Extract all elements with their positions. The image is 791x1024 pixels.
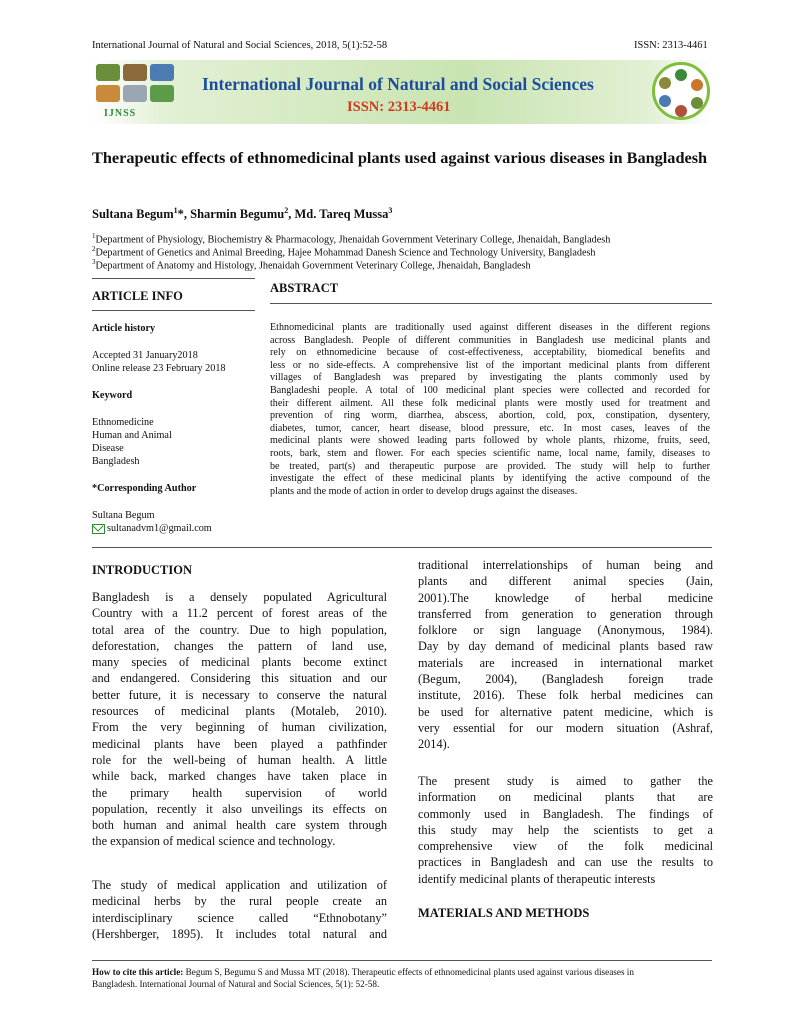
author-list — [92, 206, 392, 222]
author-sup: 3 — [388, 206, 393, 215]
keyword-item: Ethnomedicine — [92, 417, 154, 428]
affiliation-text: Department of Anatomy and Histology, Jhenaidah Government Veterinary College, Jhenaidah, Bangladesh — [95, 260, 531, 272]
running-header-citation: International Journal of Natural and Social Sciences, 2018, 5(1):52-58 — [92, 40, 388, 51]
text-line: investigate the effect of these medicinal plants by identifying the active compound of the — [270, 473, 710, 485]
text-line: deforestation, changes the pattern of land use, — [92, 638, 387, 653]
text-line: villages of Bangladesh was prepared by investigating the plants commonly used by — [270, 372, 710, 384]
citation-text-cont: Bangladesh. International Journal of Natural and Social Sciences, 5(1): 52-58. — [92, 979, 380, 989]
author-sup: 2 — [284, 206, 289, 215]
text-line: and endangered. Considering this situation and our — [92, 671, 387, 686]
keyword-label: Keyword — [92, 390, 133, 401]
intro-paragraph-1 — [92, 589, 387, 850]
affiliation-text: Department of Genetics and Animal Breeding, Hajee Mohammad Danesh Science and Technology University, Bangladesh — [95, 247, 596, 259]
online-date: Online release 23 February 2018 — [92, 363, 226, 374]
abstract-heading: ABSTRACT — [270, 281, 339, 295]
keyword-item: Bangladesh — [92, 456, 140, 467]
email-text[interactable]: sultanadvm1@gmail.com — [107, 523, 212, 534]
corresponding-label: *Corresponding Author — [92, 483, 197, 494]
text-line: across Bangladesh. People of different communities in Bangladesh use medicinal plants and — [270, 334, 710, 346]
logo-ijnss-text: IJNSS — [104, 108, 137, 119]
text-line: less or no side-effects. A comprehensive list of the important medicinal plants from different — [270, 359, 710, 371]
banner-issn: ISSN: 2313-4461 — [347, 99, 451, 115]
text-line: diabetes, tumor, cancer, heart disease, blood pressure, etc. In most cases, leaves of the — [270, 422, 710, 434]
affiliation-text: Department of Physiology, Biochemistry & Pharmacology, Jhenaidah Government Veterinary College, Jhenaidah, Bangladesh — [95, 234, 611, 246]
text-line: From the very beginning of human civilization, — [92, 720, 387, 735]
text-line: many species of medicinal plants become extinct — [92, 655, 387, 670]
text-line: institute, 2016). These folk herbal medicines can — [418, 688, 713, 703]
paper-title: Therapeutic effects of ethnomedicinal plants used against various diseases in Bangladesh — [92, 148, 708, 167]
affiliation-2 — [92, 245, 596, 258]
affiliation-sup: 2 — [92, 245, 96, 253]
text-line: Day by day demand of medicinal plants based raw — [418, 639, 713, 654]
divider — [92, 310, 255, 311]
text-line: (Begum, 2004), (Bangladesh foreign trade — [418, 672, 713, 687]
text-line: be treated, part(s) and therapeutic purpose are provided. The study will help to further — [270, 460, 710, 472]
running-header-issn: ISSN: 2313-4461 — [634, 40, 708, 51]
text-line: Bangladeshi people. A total of 100 medicinal plant species were collected and recorded for — [270, 384, 710, 396]
citation-text: Begum S, Begumu S and Mussa MT (2018). Therapeutic effects of ethnomedicinal plants used against various diseases in — [185, 967, 634, 977]
author-sup: 1 — [173, 206, 178, 215]
text-line: both human and animal health care system through — [92, 818, 387, 833]
affiliation-sup: 3 — [92, 258, 96, 266]
intro-paragraph-3 — [418, 557, 713, 753]
affiliation-sup: 1 — [92, 232, 96, 240]
text-line: resources of medicinal plants (Motaleb, 2010). — [92, 704, 387, 719]
affiliation-3 — [92, 258, 531, 271]
text-line: medicinal plants have been played a pathfinder — [92, 736, 387, 751]
author-suffix: , — [288, 207, 292, 222]
text-line: rely on ethnomedicine because of cost-effectiveness, acceptability, biomedical benefits and — [270, 347, 710, 359]
text-line: very essential for our modern situation (Ashraf, — [418, 720, 713, 735]
text-line: Bangladesh is a densely populated Agricultural — [92, 590, 387, 604]
corresponding-email[interactable] — [92, 522, 212, 535]
keyword-item: Disease — [92, 443, 124, 454]
text-line: practices in Bangladesh and can use the results to — [418, 855, 713, 870]
author-name: Md. Tareq Mussa — [294, 207, 389, 222]
text-line: the primary health supervision of world — [92, 785, 387, 800]
text-line: transferred from generation to generation through — [418, 606, 713, 621]
accepted-date: Accepted 31 January2018 — [92, 350, 198, 361]
text-line: total area of the country. Due to high population, — [92, 622, 387, 637]
text-line: interdisciplinary science called “Ethnobotany” — [92, 910, 387, 925]
mail-icon — [92, 524, 105, 534]
divider — [270, 303, 712, 304]
text-line: better future, it is necessary to conserve the natural — [92, 687, 387, 702]
text-line: this study may help the scientists to get a — [418, 822, 713, 837]
author-name: Sultana Begum — [92, 207, 174, 222]
text-line: their different ailment. All these folk medicinal plants were mostly used for treatment and — [270, 397, 710, 409]
affiliation-1 — [92, 232, 610, 245]
journal-banner — [92, 60, 712, 124]
article-history-label: Article history — [92, 323, 156, 334]
journal-logo-right — [652, 62, 710, 120]
corresponding-name: Sultana Begum — [92, 510, 155, 521]
text-line: plants and different animal species (Jain, — [418, 574, 713, 589]
text-line: roots, bark, stem and flower. For each species scientific name, local name, family, diseases to — [270, 447, 710, 459]
keyword-item: Human and Animal — [92, 430, 172, 441]
author-suffix: *, — [177, 207, 187, 222]
citation-label: How to cite this article: — [92, 967, 184, 977]
text-line: the expansion of medical science and technology. — [92, 834, 336, 849]
text-line: population, recently it also unveilings its effects on — [92, 801, 387, 816]
text-line: prevention of ring worm, diarrhea, abscess, abortion, cold, pox, constipation, dysentery, — [270, 410, 710, 422]
text-line: medicinal plants were showed leading parts followed by whole plants, rhizome, fruits, seed, — [270, 435, 710, 447]
abstract-body — [270, 322, 710, 498]
text-line: folklore or sign language (Anonymous, 1984). — [418, 623, 713, 638]
text-line: Country with a 11.2 percent of forest areas of the — [92, 606, 387, 621]
text-line: traditional interrelationships of human being and — [418, 558, 713, 572]
divider — [92, 278, 255, 279]
text-line: information on medicinal plants that are — [418, 790, 713, 805]
text-line: (Hershberger, 1895). It includes total natural and — [92, 926, 387, 941]
citation-footer — [92, 966, 712, 990]
text-line: The study of medical application and utilization of — [92, 878, 387, 892]
methods-heading: MATERIALS AND METHODS — [418, 906, 590, 920]
text-line: be used for alternative patent medicine, which is — [418, 704, 713, 719]
intro-paragraph-2 — [92, 877, 387, 942]
introduction-heading: INTRODUCTION — [92, 563, 193, 577]
intro-paragraph-4 — [418, 773, 713, 887]
text-line: commonly used in Bangladesh. The findings of — [418, 806, 713, 821]
author-name: Sharmin Begumu — [190, 207, 285, 222]
text-line: while back, marked changes have taken place in — [92, 769, 387, 784]
divider — [92, 547, 712, 548]
footer-divider — [92, 960, 712, 961]
text-line: medicinal herbs by the rural people create an — [92, 894, 387, 909]
text-line: identify medicinal plants of therapeutic interests — [418, 871, 656, 886]
text-line: role for the well-being of human health. A little — [92, 752, 387, 767]
text-line: materials are increased in international market — [418, 655, 713, 670]
journal-logo-left — [96, 64, 176, 120]
text-line: The present study is aimed to gather the — [418, 774, 713, 788]
banner-journal-name: International Journal of Natural and Social Sciences — [202, 74, 594, 94]
text-line: 2001).The knowledge of herbal medicine — [418, 590, 713, 605]
text-line: comprehensive view of the folk medicinal — [418, 839, 713, 854]
text-line: 2014). — [418, 737, 450, 752]
article-info-heading: ARTICLE INFO — [92, 289, 183, 303]
text-line: plants and the mode of action in order to develop drugs against the diseases. — [270, 485, 578, 497]
text-line: Ethnomedicinal plants are traditionally used against different diseases in the different regions — [270, 322, 710, 333]
